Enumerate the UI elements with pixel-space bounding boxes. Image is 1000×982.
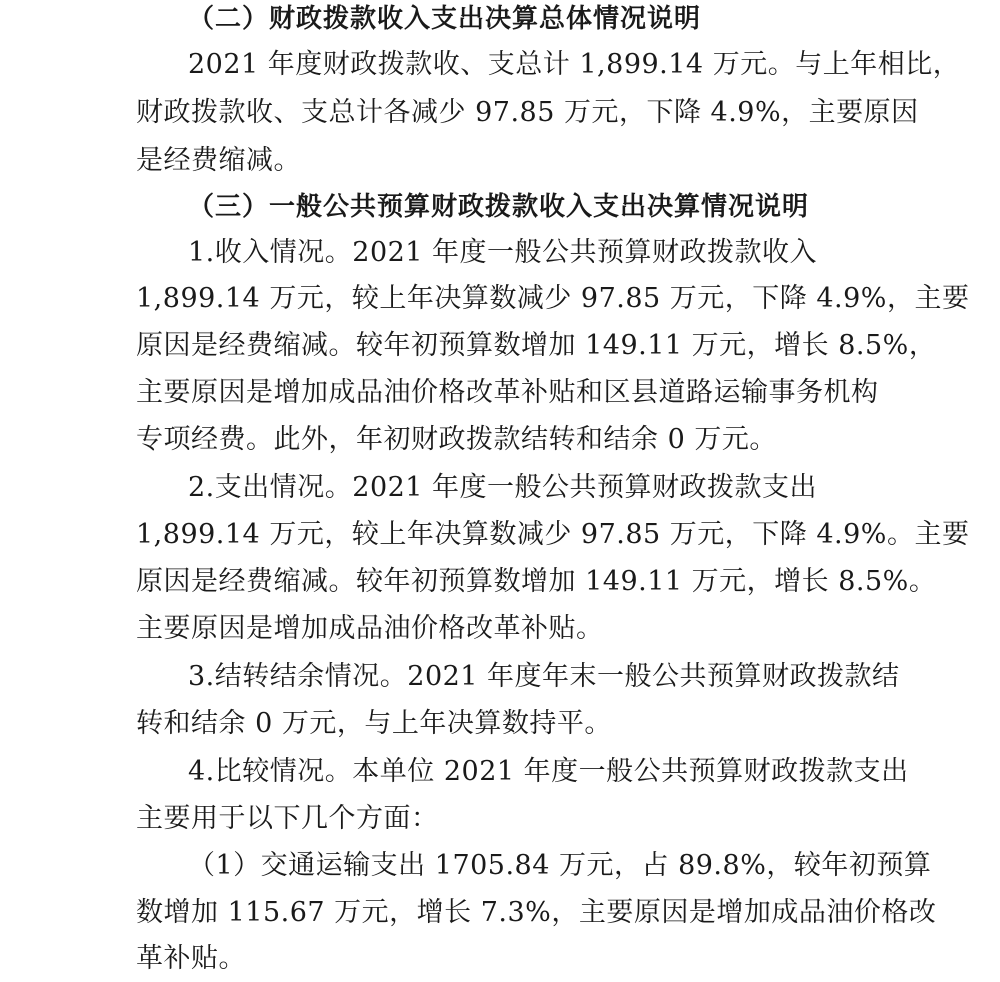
paragraph-line: 主要原因是增加成品油价格改革补贴和区县道路运输事务机构 — [136, 377, 879, 408]
paragraph-line: 1,899.14 万元，较上年决算数减少 97.85 万元，下降 4.9%，主要 — [136, 283, 970, 314]
paragraph-line: 主要原因是增加成品油价格改革补贴。 — [136, 613, 604, 644]
paragraph-line: 原因是经费缩减。较年初预算数增加 149.11 万元，增长 8.5%。 — [136, 566, 937, 597]
paragraph-line: 1.收入情况。2021 年度一般公共预算财政拨款收入 — [188, 237, 818, 268]
paragraph-line: 2.支出情况。2021 年度一般公共预算财政拨款支出 — [188, 472, 818, 503]
paragraph-line: 主要用于以下几个方面： — [136, 803, 439, 834]
paragraph-line: 革补贴。 — [136, 943, 246, 974]
paragraph-line: 数增加 115.67 万元，增长 7.3%，主要原因是增加成品油价格改 — [136, 897, 937, 928]
paragraph-line: 财政拨款收、支总计各减少 97.85 万元，下降 4.9%，主要原因 — [136, 97, 919, 128]
section-heading-3: （三）一般公共预算财政拨款收入支出决算情况说明 — [188, 192, 810, 222]
paragraph-line: 3.结转结余情况。2021 年度年末一般公共预算财政拨款结 — [188, 661, 900, 692]
paragraph-line: 转和结余 0 万元，与上年决算数持平。 — [136, 708, 612, 739]
paragraph-line: 2021 年度财政拨款收、支总计 1,899.14 万元。与上年相比， — [188, 49, 961, 80]
section-heading-2: （二）财政拨款收入支出决算总体情况说明 — [188, 4, 702, 34]
paragraph-line: 1,899.14 万元，较上年决算数减少 97.85 万元，下降 4.9%。主要 — [136, 519, 970, 550]
paragraph-line: 原因是经费缩减。较年初预算数增加 149.11 万元，增长 8.5%， — [136, 330, 937, 361]
paragraph-line: 是经费缩减。 — [136, 145, 301, 176]
paragraph-line: （1）交通运输支出 1705.84 万元，占 89.8%，较年初预算 — [188, 850, 932, 881]
paragraph-line: 4.比较情况。本单位 2021 年度一般公共预算财政拨款支出 — [188, 756, 909, 787]
paragraph-line: 专项经费。此外，年初财政拨款结转和结余 0 万元。 — [136, 424, 777, 455]
